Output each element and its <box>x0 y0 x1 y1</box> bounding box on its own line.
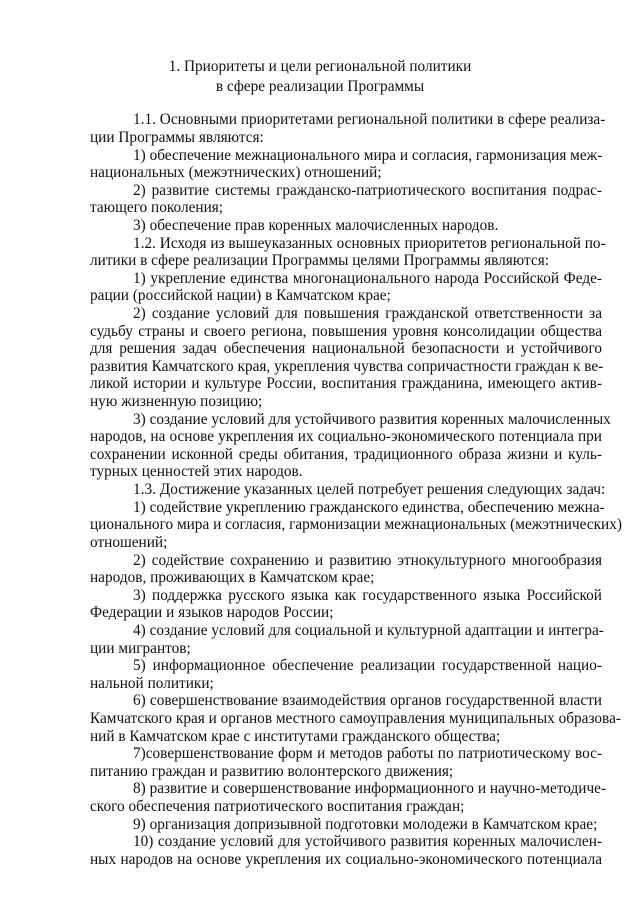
text-line: ликой истории и культуре России, воспитания гражданина, имеющего актив- <box>90 375 602 392</box>
text-line: ционального мира и согласия, гармонизации межнациональных (межэтнических) <box>90 516 622 533</box>
text-line: национальных (межэтнических) отношений; <box>90 164 382 181</box>
text-line: судьбу страны и своего региона, повышения уровня консолидации общества <box>90 323 602 340</box>
text-line: 8) развитие и совершенствование информационного и научно-методиче- <box>133 780 607 797</box>
text-line: тающего поколения; <box>90 199 224 216</box>
text-line: ции Программы являются: <box>90 129 264 146</box>
text-line: 2) развитие системы гражданско-патриотического воспитания подрас- <box>133 182 602 199</box>
text-line: ции мигрантов; <box>90 640 191 657</box>
text-line: 2) создание условий для повышения гражданской ответственности за <box>133 305 602 322</box>
text-line: ных народов на основе укрепления их социально-экономического потенциала <box>90 851 602 868</box>
text-line: 3) поддержка русского языка как государственного языка Российской <box>133 587 602 604</box>
text-line: 5) информационное обеспечение реализации государственной нацио- <box>133 657 602 674</box>
text-line: ную жизненную позицию; <box>90 393 263 410</box>
text-line: 2) содействие сохранению и развитию этнокультурного многообразия <box>133 552 602 569</box>
text-line: 6) совершенствование взаимодействия органов государственной власти <box>133 692 602 709</box>
text-line: для решения задач обеспечения национальной безопасности и устойчивого <box>90 340 602 357</box>
text-line: питанию граждан и развитию волонтерского движения; <box>90 763 454 780</box>
text-line: 1) укрепление единства многонационального народа Российской Феде- <box>133 270 602 287</box>
text-line: 1) содействие укреплению гражданского единства, обеспечению межна- <box>133 499 605 516</box>
section-heading-line-1: 1. Приоритеты и цели региональной политики <box>168 58 472 75</box>
text-line: 1) обеспечение межнационального мира и согласия, гармонизация меж- <box>133 147 603 164</box>
text-line: народов, на основе укрепления их социально-экономического потенциала при <box>90 428 602 445</box>
text-line: народов, проживающих в Камчатском крае; <box>90 569 375 586</box>
text-line: ского обеспечения патриотического воспитания граждан; <box>90 798 465 815</box>
text-line: ний в Камчатском крае с институтами гражданского общества; <box>90 728 501 745</box>
text-line: литики в сфере реализации Программы целями Программы являются: <box>90 252 549 269</box>
text-line: отношений; <box>90 534 168 551</box>
text-line: сохранении исконной среды обитания, традиционного образа жизни и куль- <box>90 446 602 463</box>
text-line: 4) создание условий для социальной и культурной адаптации и интегра- <box>133 622 604 639</box>
text-line: 10) создание условий для устойчивого развития коренных малочислен- <box>133 833 602 850</box>
text-line: нальной политики; <box>90 675 214 692</box>
text-line: 3) создание условий для устойчивого развития коренных малочисленных <box>133 411 611 428</box>
section-heading-line-2: в сфере реализации Программы <box>215 78 425 95</box>
text-line: 1.2. Исходя из вышеуказанных основных приоритетов региональной по- <box>133 235 606 252</box>
text-line: 3) обеспечение прав коренных малочисленных народов. <box>133 217 499 234</box>
text-line: рации (российской нации) в Камчатском крае; <box>90 287 391 304</box>
text-line: Федерации и языков народов России; <box>90 604 334 621</box>
text-line: Камчатского края и органов местного самоуправления муниципальных образова- <box>90 710 621 727</box>
text-line: турных ценностей этих народов. <box>90 463 303 480</box>
text-line: развития Камчатского края, укрепления чувства сопричастности граждан к ве- <box>90 358 604 375</box>
text-line: 1.1. Основными приоритетами региональной политики в сфере реализа- <box>133 111 606 128</box>
text-line: 9) организация допризывной подготовки молодежи в Камчатском крае; <box>133 816 598 833</box>
text-line: 7)совершенствование форм и методов работы по патриотическому вос- <box>133 745 602 762</box>
text-line: 1.3. Достижение указанных целей потребует решения следующих задач: <box>133 481 606 498</box>
